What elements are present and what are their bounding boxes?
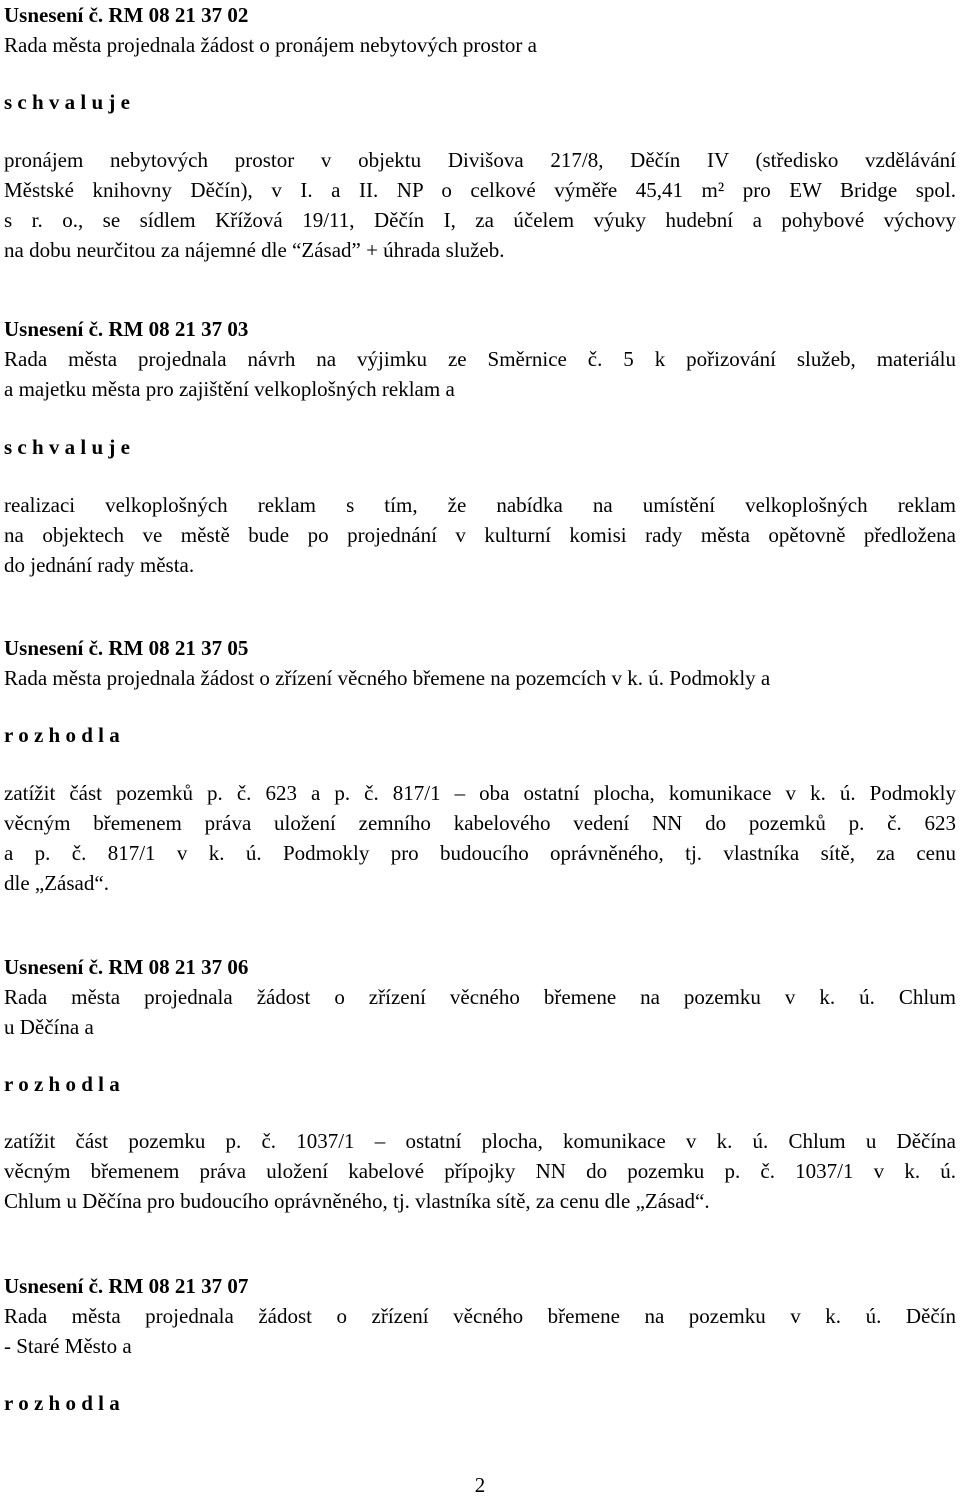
resolution-intro-line: a majetku města pro zajištění velkoplošných reklam a [4,377,455,401]
resolution-block [4,633,956,693]
body-line: s r. o., se sídlem Křížová 19/11, Děčín I, za účelem výuky hudební a pohybové výchovy [4,208,956,232]
resolution-intro-line: Rada města projednala žádost o zřízení věcného břemene na pozemku v k. ú. Děčín [4,1304,956,1328]
resolution-heading: Usnesení č. RM 08 21 37 03 [4,317,249,341]
body-line: Městské knihovny Děčín), v I. a II. NP o celkové výměře 45,41 m² pro EW Bridge spol. [4,178,956,202]
resolution-block [4,1271,956,1361]
resolution-intro-line: Rada města projednala návrh na výjimku ze Směrnice č. 5 k pořizování služeb, materiálu [4,347,956,371]
resolution-verb: r o z h o d l a [4,1072,120,1096]
resolution-body [4,1126,956,1216]
body-line: dle „Zásad“. [4,871,109,895]
body-line: pronájem nebytových prostor v objektu Divišova 217/8, Děčín IV (středisko vzdělávání [4,148,956,172]
body-line: Chlum u Děčína pro budoucího oprávněného, tj. vlastníka sítě, za cenu dle „Zásad“. [4,1189,710,1213]
resolution-intro-line: - Staré Město a [4,1334,132,1358]
body-line: a p. č. 817/1 v k. ú. Podmokly pro budoucího oprávněného, tj. vlastníka sítě, za cenu [4,841,956,865]
resolution-verb: s c h v a l u j e [4,90,130,114]
resolution-intro-line: Rada města projednala žádost o pronájem nebytových prostor a [4,33,537,57]
body-line: na dobu neurčitou za nájemné dle “Zásad” + úhrada služeb. [4,238,505,262]
resolution-intro-line: Rada města projednala žádost o zřízení věcného břemene na pozemcích v k. ú. Podmokly a [4,666,771,690]
resolution-heading: Usnesení č. RM 08 21 37 07 [4,1274,249,1298]
resolution-block [4,0,956,60]
body-line: zatížit část pozemků p. č. 623 a p. č. 817/1 – oba ostatní plocha, komunikace v k. ú. Podmokly [4,781,956,805]
resolution-body [4,778,956,898]
resolution-heading: Usnesení č. RM 08 21 37 02 [4,3,249,27]
resolution-intro-line: u Děčína a [4,1015,94,1039]
resolution-heading: Usnesení č. RM 08 21 37 05 [4,636,249,660]
resolution-verb: r o z h o d l a [4,1391,120,1415]
resolution-block [4,314,956,404]
body-line: zatížit část pozemku p. č. 1037/1 – ostatní plocha, komunikace v k. ú. Chlum u Děčína [4,1129,956,1153]
resolution-heading: Usnesení č. RM 08 21 37 06 [4,955,249,979]
resolution-verb: s c h v a l u j e [4,435,130,459]
body-line: do jednání rady města. [4,553,195,577]
resolution-body [4,145,956,265]
body-line: realizaci velkoplošných reklam s tím, že nabídka na umístění velkoplošných reklam [4,493,956,517]
resolution-block [4,952,956,1042]
resolution-verb: r o z h o d l a [4,723,120,747]
resolution-intro-line: Rada města projednala žádost o zřízení věcného břemene na pozemku v k. ú. Chlum [4,985,956,1009]
page-number: 2 [474,1473,486,1497]
body-line: na objektech ve městě bude po projednání v kulturní komisi rady města opětovně předložena [4,523,956,547]
resolution-body [4,490,956,580]
body-line: věcným břemenem práva uložení kabelové přípojky NN do pozemku p. č. 1037/1 v k. ú. [4,1159,956,1183]
body-line: věcným břemenem práva uložení zemního kabelového vedení NN do pozemků p. č. 623 [4,811,956,835]
